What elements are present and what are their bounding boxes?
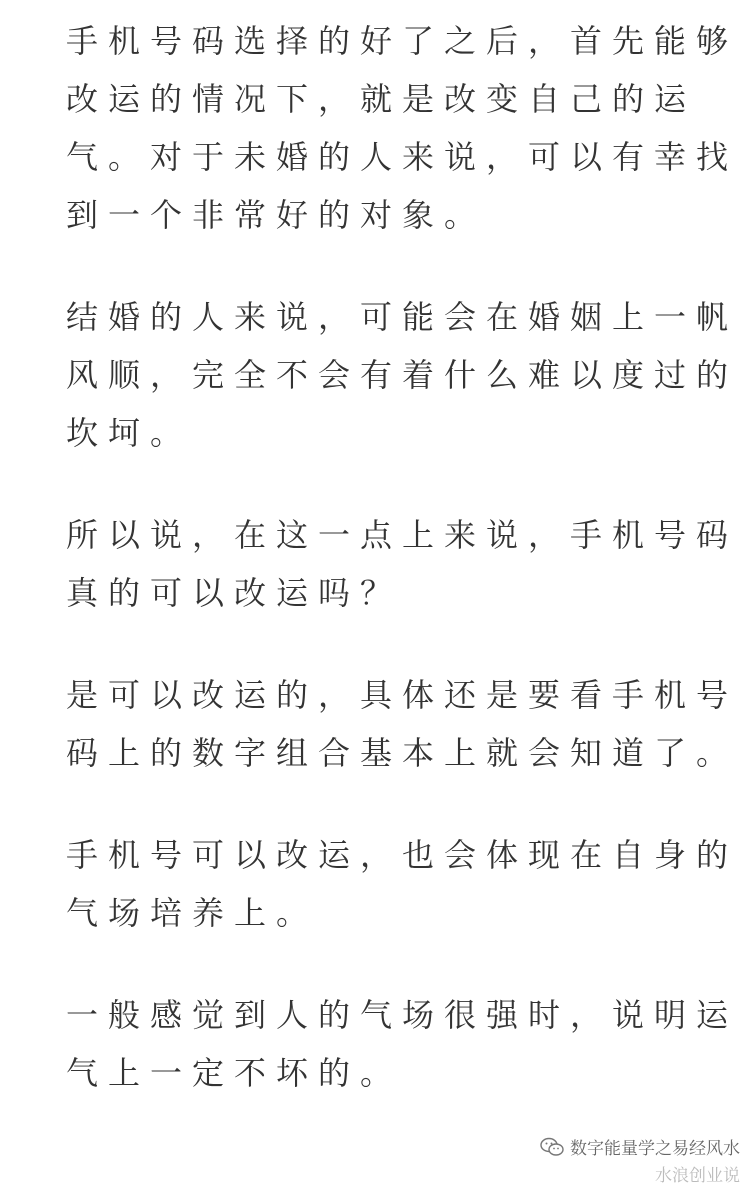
text-line: 真的可以改运吗？ [66, 574, 403, 612]
text-line: 气上一定不坏的。 [66, 1054, 403, 1092]
text-line: 改运的情况下，就是改变自己的运 [66, 80, 697, 118]
paragraph [66, 506, 739, 622]
text-line: 手机号可以改运，也会体现在自身的 [66, 836, 739, 874]
text-line: 手机号码选择的好了之后，首先能够 [66, 22, 739, 60]
article-body [66, 12, 739, 1146]
watermark [540, 1134, 740, 1186]
watermark-account [540, 1134, 740, 1159]
text-line: 坎坷。 [66, 414, 193, 452]
paragraph [66, 826, 739, 942]
text-line: 到一个非常好的对象。 [66, 196, 487, 234]
text-line: 结婚的人来说，可能会在婚姻上一帆 [66, 298, 739, 336]
text-line: 气。对于未婚的人来说，可以有幸找 [66, 138, 739, 176]
text-line: 是可以改运的，具体还是要看手机号 [66, 676, 739, 714]
text-line: 气场培养上。 [66, 894, 319, 932]
paragraph [66, 666, 739, 782]
wechat-icon [540, 1137, 564, 1157]
text-line: 风顺，完全不会有着什么难以度过的 [66, 356, 739, 394]
paragraph [66, 288, 739, 462]
text-line: 码上的数字组合基本上就会知道了。 [66, 734, 739, 772]
paragraph [66, 12, 739, 244]
paragraph [66, 986, 739, 1102]
watermark-sub-text: 水浪创业说 [655, 1166, 740, 1186]
text-line: 一般感觉到人的气场很强时，说明运 [66, 996, 739, 1034]
watermark-account-name: 数字能量学之易经风水 [570, 1139, 740, 1159]
text-line: 所以说，在这一点上来说，手机号码 [66, 516, 739, 554]
